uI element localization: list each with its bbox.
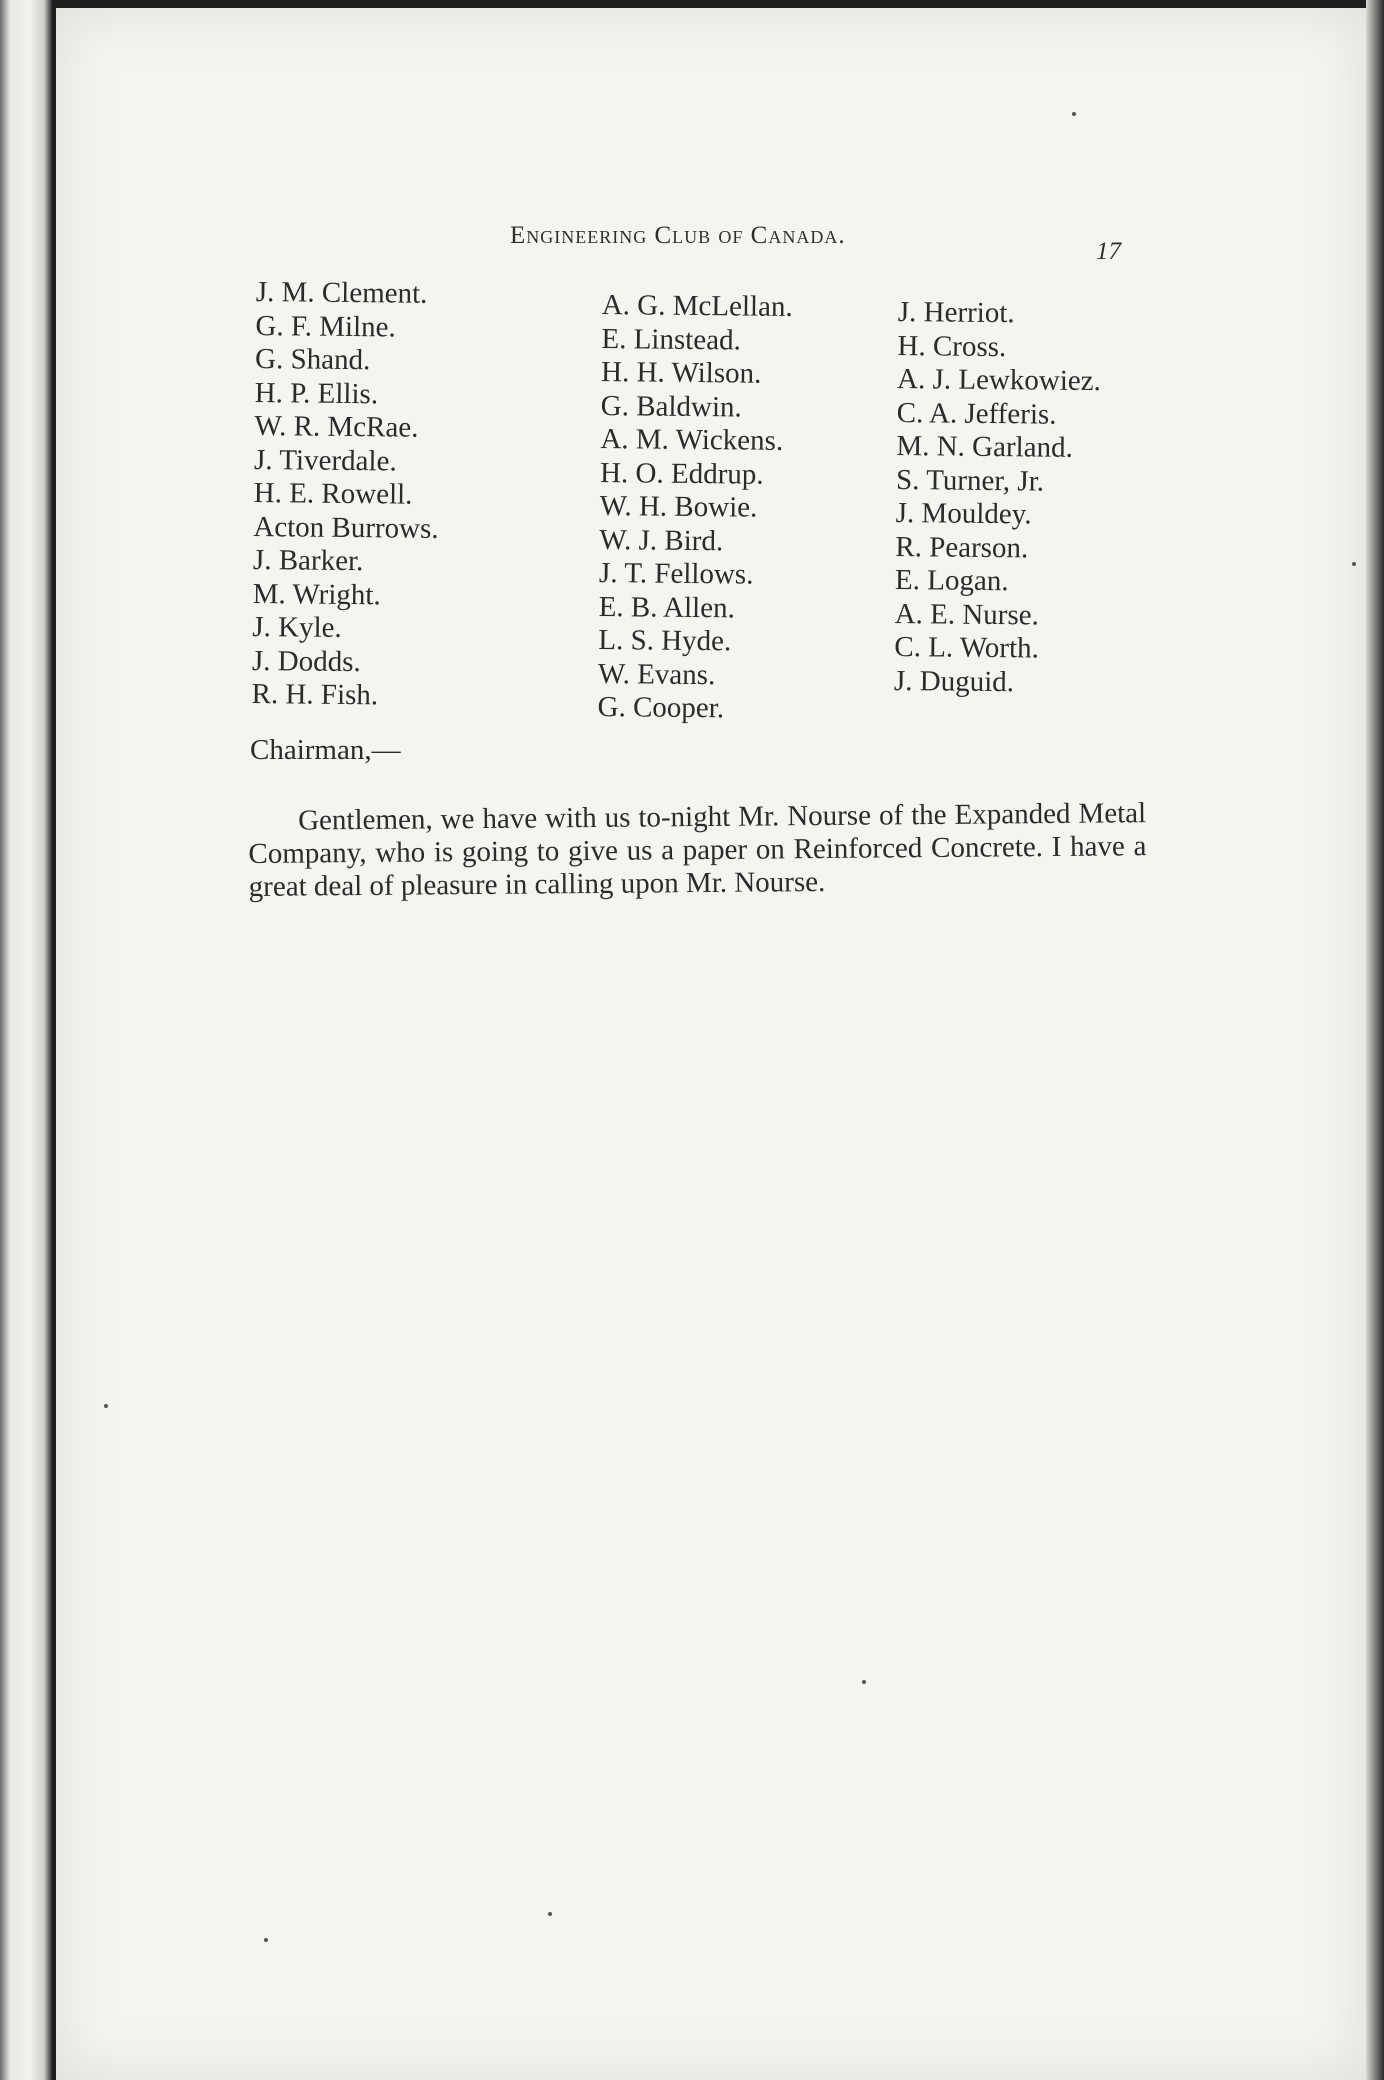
page-header	[0, 222, 1384, 265]
attendee-name: E. B. Allen.	[598, 590, 735, 624]
attendee-name: A. J. Lewkowiez.	[896, 362, 1102, 398]
attendee-name: W. H. Bowie.	[599, 489, 758, 524]
attendee-name: J. Kyle.	[252, 610, 342, 644]
attendee-name: H. H. Wilson.	[600, 355, 762, 390]
attendee-name: J. Duguid.	[893, 664, 1015, 698]
attendee-name: M. Wright.	[252, 577, 381, 611]
attendee-name: R. Pearson.	[895, 530, 1029, 564]
attendee-list	[0, 276, 1384, 726]
running-title: Engineering Club of Canada.	[510, 222, 846, 249]
attendee-name: J. Herriot.	[897, 296, 1015, 330]
attendee-name: C. A. Jefferis.	[896, 396, 1057, 431]
attendee-name: J. M. Clement.	[255, 276, 428, 310]
attendee-name: A. E. Nurse.	[894, 597, 1040, 631]
attendee-name: E. Logan.	[894, 563, 1009, 598]
attendee-name: J. Mouldey.	[895, 496, 1032, 531]
attendee-name: A. G. McLellan.	[601, 289, 793, 323]
attendee-name: G. Shand.	[254, 342, 371, 377]
attendee-name: G. Baldwin.	[600, 389, 742, 423]
attendee-name: E. Linstead.	[601, 322, 741, 356]
attendee-name: H. O. Eddrup.	[599, 456, 764, 491]
attendee-name: H. Cross.	[897, 329, 1007, 363]
attendee-name: A. M. Wickens.	[600, 422, 784, 457]
attendee-name: J. Tiverdale.	[253, 443, 397, 477]
attendee-name: C. L. Worth.	[894, 630, 1040, 665]
attendee-column-3	[894, 296, 1102, 700]
page-number: 17	[1096, 238, 1121, 265]
attendee-name: H. P. Ellis.	[254, 376, 379, 410]
attendee-name: W. Evans.	[597, 657, 716, 691]
print-speck	[264, 1938, 268, 1942]
attendee-name: L. S. Hyde.	[598, 623, 732, 658]
attendee-name: R. H. Fish.	[251, 677, 379, 712]
print-speck	[104, 1404, 108, 1408]
attendee-name: G. F. Milne.	[255, 309, 396, 343]
attendee-name: H. E. Rowell.	[253, 476, 413, 511]
print-speck	[548, 1912, 552, 1916]
print-speck	[862, 1680, 866, 1684]
attendee-name: W. J. Bird.	[599, 523, 724, 557]
attendee-name: G. Cooper.	[597, 690, 725, 725]
attendee-column-2	[597, 289, 792, 726]
attendee-name: M. N. Garland.	[896, 429, 1073, 464]
attendee-column-1	[251, 276, 441, 713]
attendee-name: J. T. Fellows.	[598, 556, 754, 591]
attendee-name: W. R. McRae.	[254, 409, 419, 444]
attendee-name: J. Dodds.	[251, 644, 361, 678]
attendee-name: S. Turner, Jr.	[895, 463, 1045, 498]
print-speck	[1072, 112, 1076, 116]
speaker-label: Chairman,—	[250, 734, 401, 766]
attendee-name: Acton Burrows.	[253, 510, 439, 545]
print-speck	[1352, 562, 1356, 566]
attendee-name: J. Barker.	[252, 543, 364, 578]
speech-paragraph: Gentlemen, we have with us to-night Mr. Nourse of the Expanded Metal Company, who is going to give us a paper on Reinforced Concrete. I have a great deal of pleasure in calling upon Mr. Nourse.	[248, 797, 1147, 903]
